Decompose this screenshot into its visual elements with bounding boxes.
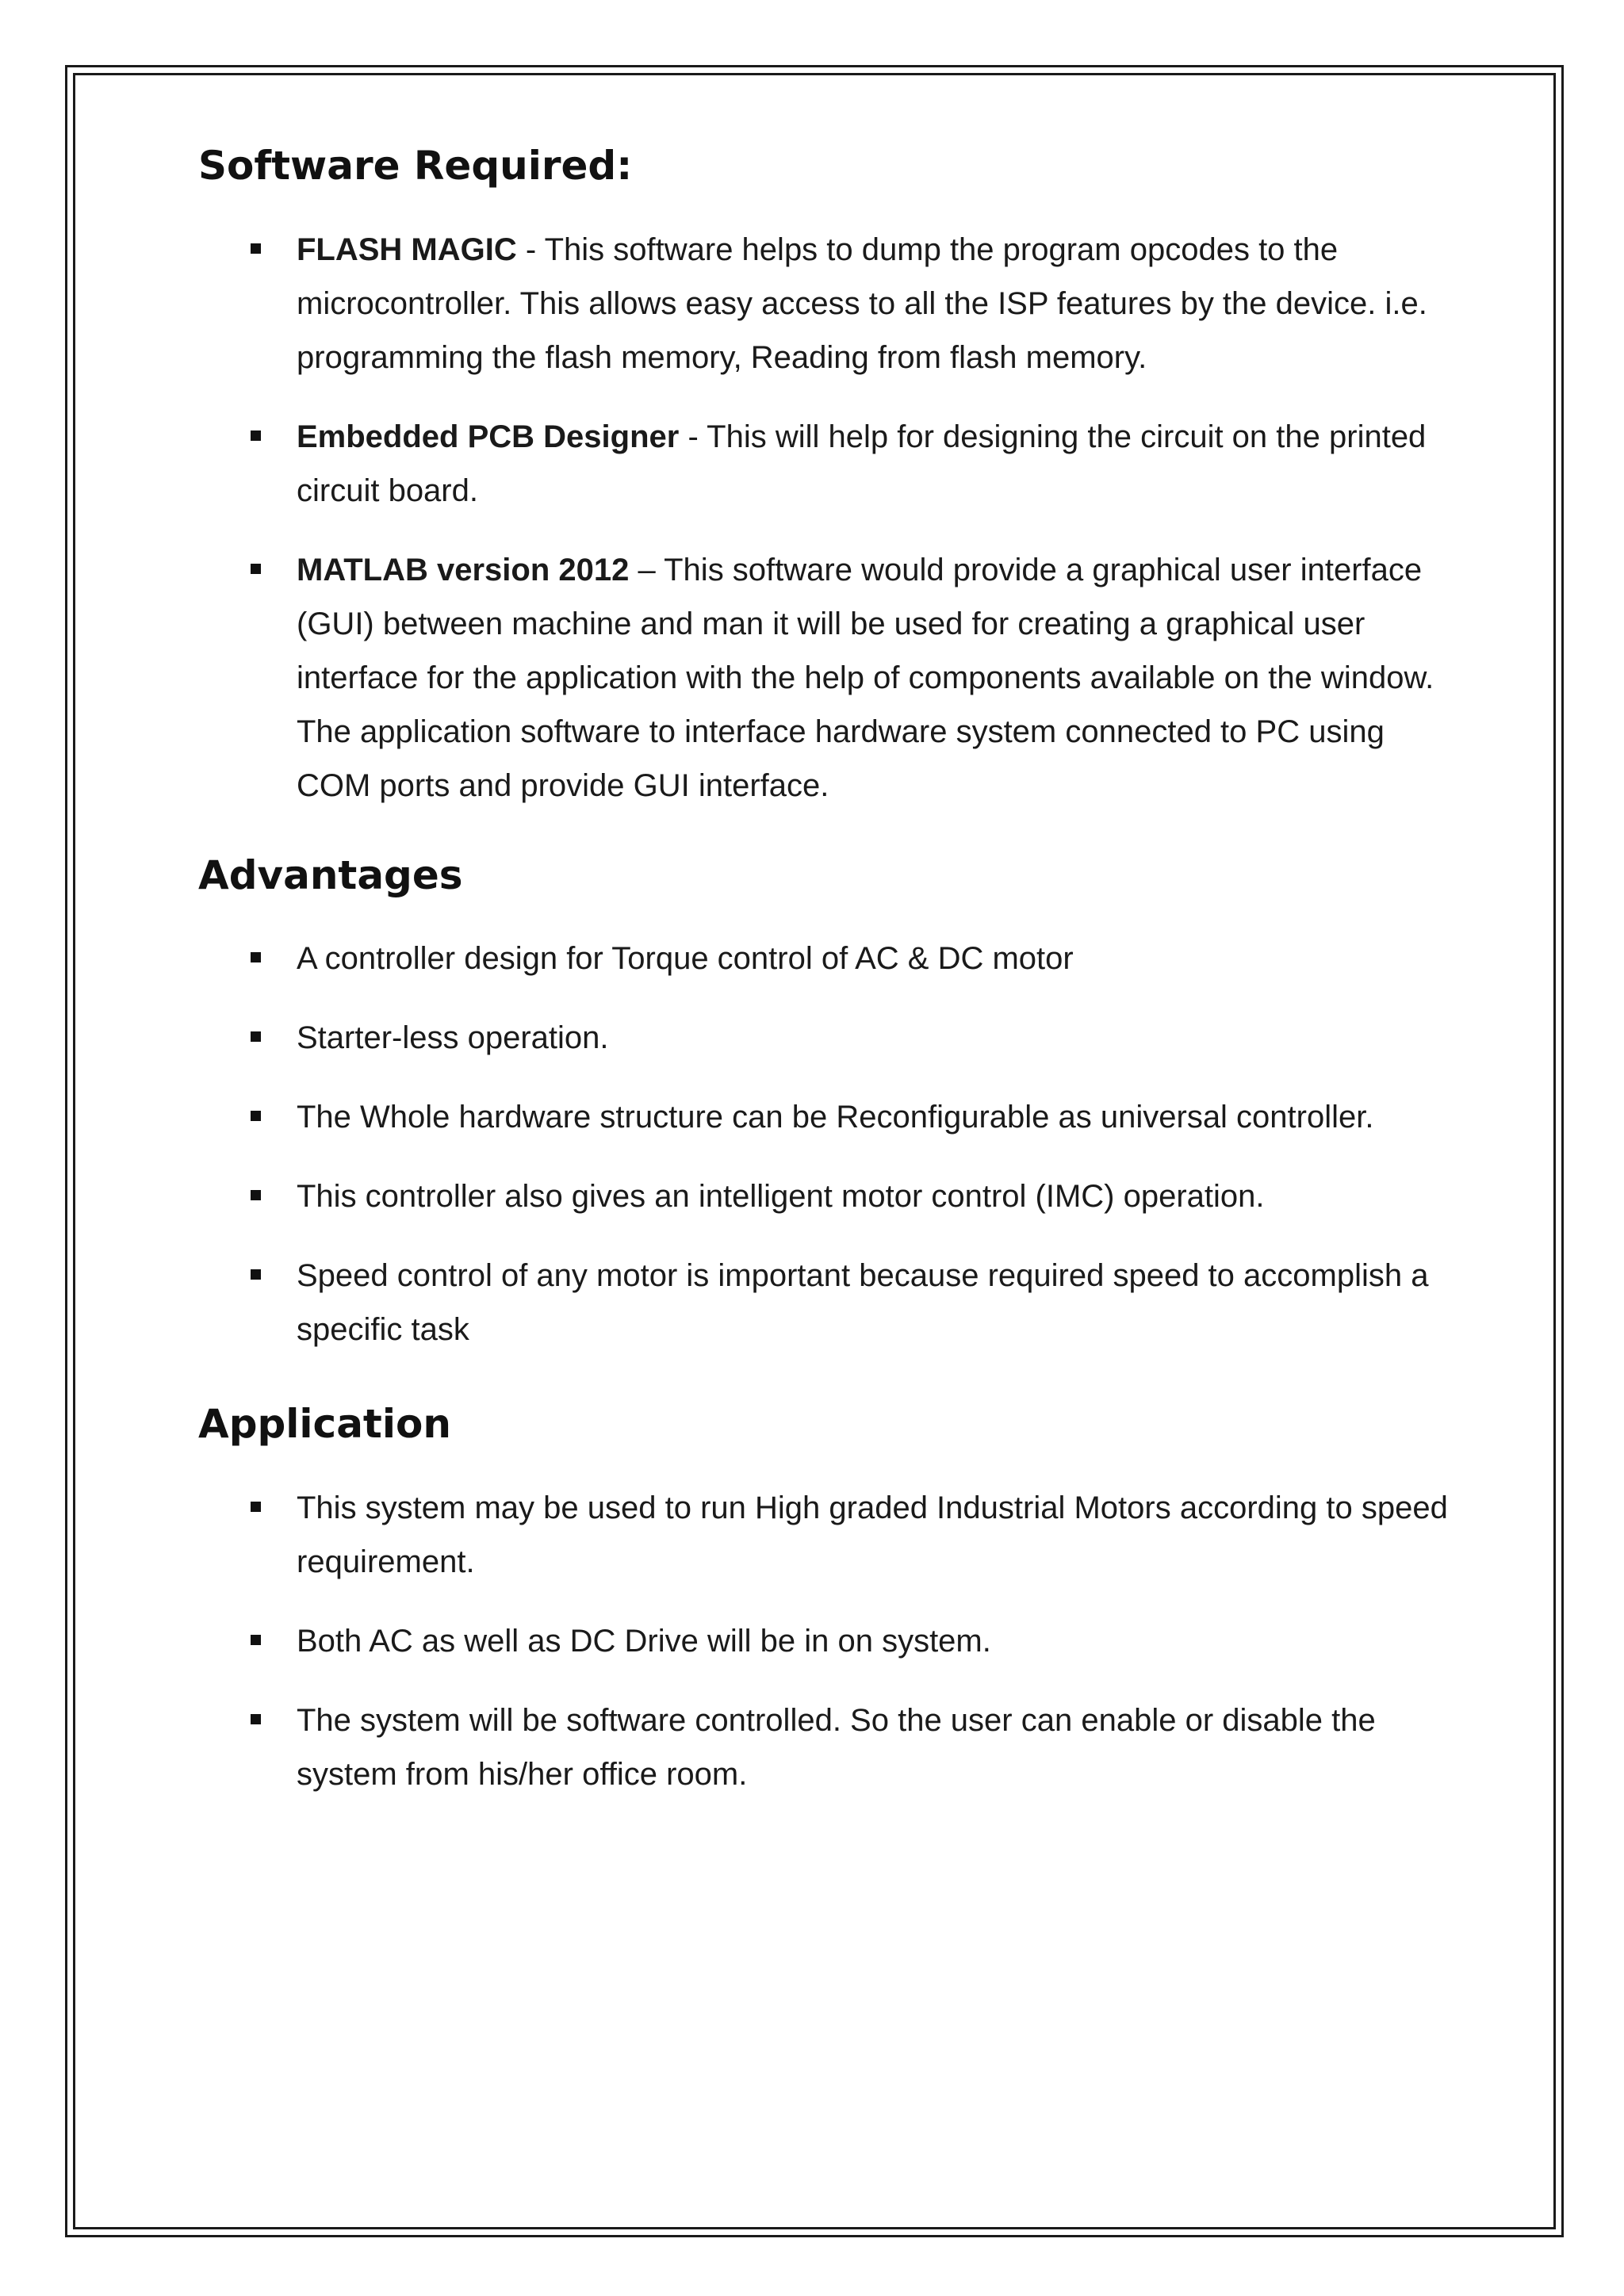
square-bullet-icon xyxy=(251,243,261,254)
advantage-item-text: Starter-less operation. xyxy=(297,1020,609,1055)
application-item xyxy=(198,1481,1451,1589)
advantage-item xyxy=(198,1090,1451,1144)
software-item-term: MATLAB version 2012 xyxy=(297,552,630,587)
software-item xyxy=(198,223,1451,385)
square-bullet-icon xyxy=(251,430,261,441)
advantage-item-text: This controller also gives an intelligent motor control (IMC) operation. xyxy=(297,1179,1265,1214)
software-item-separator: - xyxy=(516,232,545,267)
advantage-item-text: Speed control of any motor is important because required speed to accomplish a specific task xyxy=(297,1258,1429,1347)
application-item-text: The system will be software controlled. So the user can enable or disable the system from his/her office room. xyxy=(297,1702,1376,1792)
advantage-item-text: The Whole hardware structure can be Reconfigurable as universal controller. xyxy=(297,1100,1374,1135)
software-item-text: This software would provide a graphical user interface (GUI) between machine and man it will be used for creating a graphical user interface for the application with the help of components available on the window. The application software to interface hardware system connected to PC using COM ports and provide GUI interface. xyxy=(297,552,1434,803)
software-item xyxy=(198,543,1451,813)
page-content xyxy=(198,135,1451,1801)
application-item xyxy=(198,1614,1451,1668)
square-bullet-icon xyxy=(251,1111,261,1121)
software-required-heading: Software Required: xyxy=(198,143,633,189)
square-bullet-icon xyxy=(251,564,261,574)
advantage-item xyxy=(198,1249,1451,1357)
advantage-item xyxy=(198,932,1451,985)
square-bullet-icon xyxy=(251,1635,261,1645)
software-item-separator: – xyxy=(629,552,665,587)
square-bullet-icon xyxy=(251,1714,261,1724)
software-item-separator: - xyxy=(679,419,707,454)
application-heading: Application xyxy=(198,1401,451,1447)
advantages-heading: Advantages xyxy=(198,851,463,898)
square-bullet-icon xyxy=(251,1502,261,1512)
software-item-term: FLASH MAGIC xyxy=(297,232,517,267)
software-item-term: Embedded PCB Designer xyxy=(297,419,680,454)
advantage-item xyxy=(198,1011,1451,1065)
software-item xyxy=(198,410,1451,518)
advantage-item-text: A controller design for Torque control of AC & DC motor xyxy=(297,941,1074,976)
advantage-item xyxy=(198,1169,1451,1223)
square-bullet-icon xyxy=(251,1190,261,1200)
application-list xyxy=(198,1481,1451,1801)
application-item xyxy=(198,1693,1451,1801)
advantages-list xyxy=(198,932,1451,1357)
application-item-text: This system may be used to run High graded Industrial Motors according to speed requirement. xyxy=(297,1490,1448,1579)
application-item-text: Both AC as well as DC Drive will be in on system. xyxy=(297,1623,991,1659)
square-bullet-icon xyxy=(251,952,261,962)
software-item-text: This software helps to dump the program opcodes to the microcontroller. This allows easy access to all the ISP features by the device. i.e. programming the flash memory, Reading from flash memory. xyxy=(297,232,1427,375)
software-list xyxy=(198,223,1451,813)
square-bullet-icon xyxy=(251,1031,261,1042)
software-item-text: This will help for designing the circuit on the printed circuit board. xyxy=(297,419,1427,508)
square-bullet-icon xyxy=(251,1269,261,1280)
